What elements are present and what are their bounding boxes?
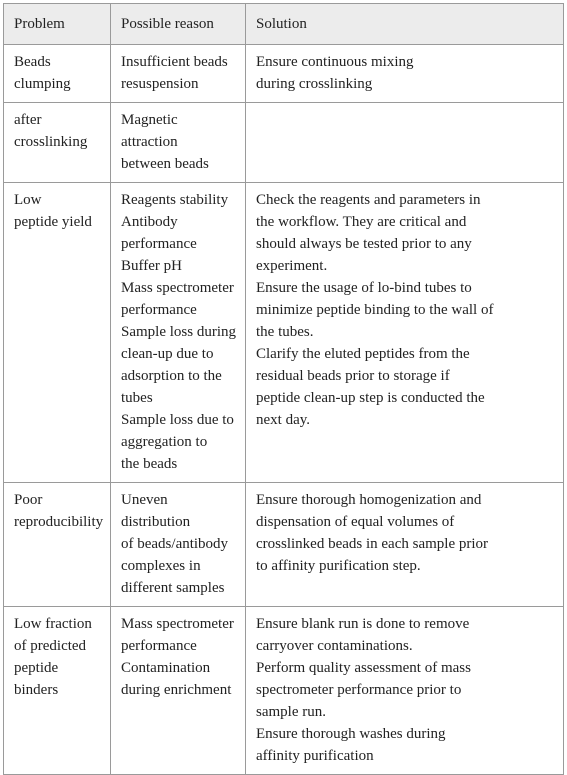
cell-text-line: aggregation to: [121, 434, 208, 450]
table-header: [4, 4, 564, 45]
header-possible-reason: Possible reason: [111, 4, 246, 45]
solution-cell: [246, 483, 564, 607]
cell-text-line: Sample loss due to: [121, 412, 234, 428]
reason-cell: [111, 483, 246, 607]
table-row: [4, 183, 564, 483]
cell-text-line: dispensation of equal volumes of: [256, 514, 455, 530]
cell-text-line: tubes: [121, 390, 153, 406]
cell-text-line: spectrometer performance prior to: [256, 682, 462, 698]
problem-cell: [4, 483, 111, 607]
cell-text-line: reproducibility: [14, 514, 104, 530]
cell-text-line: Antibody: [121, 214, 178, 230]
problem-cell: [4, 103, 111, 183]
table-row: [4, 483, 564, 607]
cell-text-line: minimize peptide binding to the wall of: [256, 302, 494, 318]
cell-text-line: Low fraction: [14, 616, 92, 632]
cell-text-line: crosslinking: [14, 134, 88, 150]
cell-text-line: Magnetic attraction: [121, 112, 178, 150]
table-row: [4, 103, 564, 183]
cell-text-line: Ensure the usage of lo-bind tubes to: [256, 280, 472, 296]
cell-text-line: residual beads prior to storage if: [256, 368, 450, 384]
cell-text-line: the workflow. They are critical and: [256, 214, 467, 230]
cell-text-line: carryover contaminations.: [256, 638, 413, 654]
problem-cell: [4, 45, 111, 103]
cell-text-line: crosslinked beads in each sample prior: [256, 536, 489, 552]
cell-text-line: Buffer pH: [121, 258, 182, 274]
cell-text-line: Poor: [14, 492, 43, 508]
cell-text-line: Mass spectrometer: [121, 616, 234, 632]
cell-text-line: to affinity purification step.: [256, 558, 421, 574]
cell-text-line: of predicted: [14, 638, 87, 654]
cell-text-line: complexes in: [121, 558, 201, 574]
cell-text-line: peptide: [14, 660, 59, 676]
cell-text-line: after: [14, 112, 42, 128]
cell-text-line: peptide yield: [14, 214, 92, 230]
cell-text-line: experiment.: [256, 258, 328, 274]
cell-text-line: the beads: [121, 456, 178, 472]
cell-text-line: Low: [14, 192, 42, 208]
cell-text-line: Ensure continuous mixing: [256, 54, 414, 70]
table-body: [4, 45, 564, 775]
cell-text-line: of beads/antibody: [121, 536, 229, 552]
cell-text-line: binders: [14, 682, 59, 698]
problem-cell: [4, 183, 111, 483]
cell-text-line: clean-up due to: [121, 346, 214, 362]
cell-text-line: performance: [121, 638, 197, 654]
cell-text-line: Insufficient beads: [121, 54, 228, 70]
cell-text-line: Contamination: [121, 660, 211, 676]
cell-text-line: clumping: [14, 76, 71, 92]
solution-cell: [246, 183, 564, 483]
cell-text-line: performance: [121, 302, 197, 318]
cell-text-line: different samples: [121, 580, 225, 596]
solution-cell: [246, 103, 564, 183]
cell-text-line: should always be tested prior to any: [256, 236, 472, 252]
header-problem: Problem: [4, 4, 111, 45]
reason-cell: [111, 607, 246, 775]
cell-text-line: during crosslinking: [256, 76, 373, 92]
table-row: [4, 607, 564, 775]
cell-text-line: Mass spectrometer: [121, 280, 234, 296]
reason-cell: [111, 45, 246, 103]
cell-text-line: Reagents stability: [121, 192, 229, 208]
header-row: [4, 4, 564, 45]
solution-cell: [246, 45, 564, 103]
solution-cell: [246, 607, 564, 775]
cell-text-line: affinity purification: [256, 748, 374, 764]
cell-text-line: performance: [121, 236, 197, 252]
cell-text-line: during enrichment: [121, 682, 232, 698]
cell-text-line: Check the reagents and parameters in: [256, 192, 481, 208]
cell-text-line: Uneven distribution: [121, 492, 191, 530]
cell-text-line: Ensure blank run is done to remove: [256, 616, 470, 632]
cell-text-line: the tubes.: [256, 324, 314, 340]
cell-text-line: Perform quality assessment of mass: [256, 660, 471, 676]
cell-text-line: resuspension: [121, 76, 199, 92]
cell-text-line: sample run.: [256, 704, 326, 720]
cell-text-line: peptide clean-up step is conducted the: [256, 390, 485, 406]
header-solution: Solution: [246, 4, 564, 45]
cell-text-line: Beads: [14, 54, 51, 70]
table-row: [4, 45, 564, 103]
problem-cell: [4, 607, 111, 775]
cell-text-line: next day.: [256, 412, 311, 428]
reason-cell: [111, 103, 246, 183]
cell-text-line: Sample loss during: [121, 324, 236, 340]
cell-text-line: Ensure thorough washes during: [256, 726, 446, 742]
cell-text-line: between beads: [121, 156, 209, 172]
reason-cell: [111, 183, 246, 483]
troubleshooting-table: [3, 3, 564, 775]
cell-text-line: Clarify the eluted peptides from the: [256, 346, 470, 362]
cell-text-line: adsorption to the: [121, 368, 222, 384]
cell-text-line: Ensure thorough homogenization and: [256, 492, 482, 508]
